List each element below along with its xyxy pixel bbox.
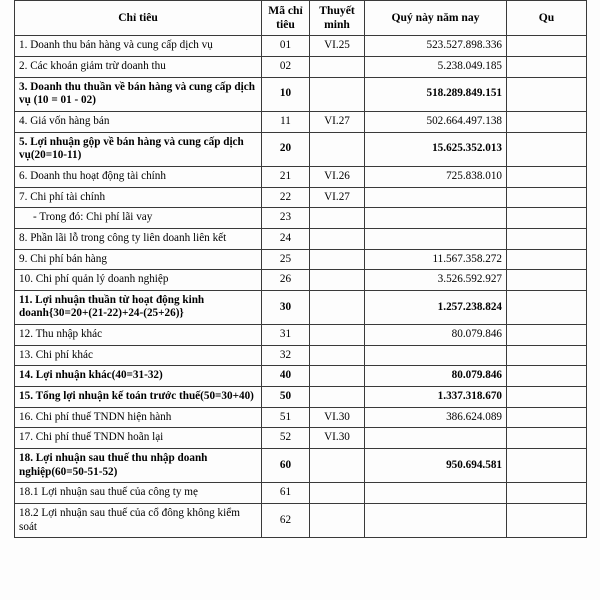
row-previous-value <box>507 249 587 270</box>
table-row <box>15 228 587 249</box>
row-previous-value <box>507 208 587 229</box>
row-previous-value <box>507 187 587 208</box>
table-row <box>15 249 587 270</box>
row-label: 15. Tổng lợi nhuận kế toán trước thuế(50=30+40) <box>15 387 262 408</box>
row-code: 30 <box>262 290 310 324</box>
row-note <box>310 345 365 366</box>
row-previous-value <box>507 228 587 249</box>
table-row <box>15 270 587 291</box>
row-previous-value <box>507 132 587 166</box>
row-note <box>310 366 365 387</box>
row-note <box>310 387 365 408</box>
row-label: - Trong đó: Chi phí lãi vay <box>15 208 262 229</box>
table-row <box>15 387 587 408</box>
row-note <box>310 208 365 229</box>
table-row <box>15 290 587 324</box>
row-current-value <box>365 208 507 229</box>
row-current-value <box>365 228 507 249</box>
table-row <box>15 449 587 483</box>
table-row <box>15 325 587 346</box>
row-current-value: 1.257.238.824 <box>365 290 507 324</box>
row-note <box>310 77 365 111</box>
table-row <box>15 56 587 77</box>
row-note <box>310 270 365 291</box>
header-row <box>15 1 587 36</box>
row-previous-value <box>507 345 587 366</box>
row-code: 32 <box>262 345 310 366</box>
row-code: 62 <box>262 504 310 538</box>
row-current-value: 5.238.049.185 <box>365 56 507 77</box>
row-note: VI.27 <box>310 111 365 132</box>
row-note <box>310 325 365 346</box>
row-code: 22 <box>262 187 310 208</box>
row-label: 18. Lợi nhuận sau thuế thu nhập doanh nghiệp(60=50-51-52) <box>15 449 262 483</box>
row-current-value: 11.567.358.272 <box>365 249 507 270</box>
row-current-value: 518.289.849.151 <box>365 77 507 111</box>
row-previous-value <box>507 325 587 346</box>
row-current-value: 80.079.846 <box>365 325 507 346</box>
row-note <box>310 56 365 77</box>
row-current-value <box>365 428 507 449</box>
row-previous-value <box>507 270 587 291</box>
table-row <box>15 77 587 111</box>
row-code: 10 <box>262 77 310 111</box>
income-statement-table <box>14 0 587 538</box>
row-note <box>310 290 365 324</box>
row-current-value: 725.838.010 <box>365 166 507 187</box>
row-note: VI.27 <box>310 187 365 208</box>
table-row <box>15 36 587 57</box>
row-previous-value <box>507 407 587 428</box>
row-previous-value <box>507 166 587 187</box>
row-code: 61 <box>262 483 310 504</box>
row-previous-value <box>507 56 587 77</box>
header-current-period: Quý này năm nay <box>365 1 507 36</box>
row-note: VI.30 <box>310 428 365 449</box>
row-label: 9. Chi phí bán hàng <box>15 249 262 270</box>
row-current-value <box>365 345 507 366</box>
row-previous-value <box>507 387 587 408</box>
row-previous-value <box>507 77 587 111</box>
row-note <box>310 449 365 483</box>
table-row <box>15 111 587 132</box>
row-code: 40 <box>262 366 310 387</box>
row-code: 11 <box>262 111 310 132</box>
row-note: VI.25 <box>310 36 365 57</box>
row-code: 26 <box>262 270 310 291</box>
table-body <box>15 36 587 538</box>
row-label: 13. Chi phí khác <box>15 345 262 366</box>
table-row <box>15 428 587 449</box>
row-previous-value <box>507 290 587 324</box>
row-note <box>310 504 365 538</box>
table-header <box>15 1 587 36</box>
row-note <box>310 483 365 504</box>
row-code: 51 <box>262 407 310 428</box>
row-code: 01 <box>262 36 310 57</box>
row-code: 24 <box>262 228 310 249</box>
table-row <box>15 407 587 428</box>
row-current-value: 3.526.592.927 <box>365 270 507 291</box>
row-previous-value <box>507 428 587 449</box>
row-current-value: 523.527.898.336 <box>365 36 507 57</box>
row-current-value: 15.625.352.013 <box>365 132 507 166</box>
header-previous-period: Qu <box>507 1 587 36</box>
row-previous-value <box>507 449 587 483</box>
header-code: Mã chỉ tiêu <box>262 1 310 36</box>
row-previous-value <box>507 504 587 538</box>
row-label: 6. Doanh thu hoạt động tài chính <box>15 166 262 187</box>
table-row <box>15 166 587 187</box>
row-label: 10. Chi phí quản lý doanh nghiệp <box>15 270 262 291</box>
row-label: 3. Doanh thu thuần về bán hàng và cung cấp dịch vụ (10 = 01 - 02) <box>15 77 262 111</box>
row-code: 23 <box>262 208 310 229</box>
row-code: 02 <box>262 56 310 77</box>
row-note: VI.30 <box>310 407 365 428</box>
row-code: 20 <box>262 132 310 166</box>
row-current-value <box>365 187 507 208</box>
row-current-value: 386.624.089 <box>365 407 507 428</box>
row-current-value: 502.664.497.138 <box>365 111 507 132</box>
row-code: 25 <box>262 249 310 270</box>
row-previous-value <box>507 111 587 132</box>
row-label: 12. Thu nhập khác <box>15 325 262 346</box>
row-label: 14. Lợi nhuận khác(40=31-32) <box>15 366 262 387</box>
row-code: 21 <box>262 166 310 187</box>
row-label: 18.2 Lợi nhuận sau thuế của cổ đông không kiểm soát <box>15 504 262 538</box>
row-label: 11. Lợi nhuận thuần từ hoạt động kinh doanh{30=20+(21-22)+24-(25+26)} <box>15 290 262 324</box>
row-current-value <box>365 504 507 538</box>
row-note <box>310 249 365 270</box>
table-row <box>15 208 587 229</box>
row-note <box>310 132 365 166</box>
row-note: VI.26 <box>310 166 365 187</box>
header-note: Thuyết minh <box>310 1 365 36</box>
row-note <box>310 228 365 249</box>
row-previous-value <box>507 36 587 57</box>
row-current-value: 950.694.581 <box>365 449 507 483</box>
row-label: 2. Các khoản giảm trừ doanh thu <box>15 56 262 77</box>
table-row <box>15 483 587 504</box>
row-label: 5. Lợi nhuận gộp về bán hàng và cung cấp dịch vụ(20=10-11) <box>15 132 262 166</box>
row-code: 50 <box>262 387 310 408</box>
row-current-value: 80.079.846 <box>365 366 507 387</box>
row-label: 8. Phần lãi lỗ trong công ty liên doanh liên kết <box>15 228 262 249</box>
row-code: 31 <box>262 325 310 346</box>
row-previous-value <box>507 366 587 387</box>
table-row <box>15 187 587 208</box>
row-label: 1. Doanh thu bán hàng và cung cấp dịch vụ <box>15 36 262 57</box>
row-current-value <box>365 483 507 504</box>
row-label: 18.1 Lợi nhuận sau thuế của công ty mẹ <box>15 483 262 504</box>
row-current-value: 1.337.318.670 <box>365 387 507 408</box>
table-row <box>15 345 587 366</box>
header-label: Chỉ tiêu <box>15 1 262 36</box>
row-label: 4. Giá vốn hàng bán <box>15 111 262 132</box>
table-row <box>15 132 587 166</box>
row-previous-value <box>507 483 587 504</box>
row-label: 7. Chi phí tài chính <box>15 187 262 208</box>
row-code: 52 <box>262 428 310 449</box>
table-row <box>15 504 587 538</box>
table-row <box>15 366 587 387</box>
row-code: 60 <box>262 449 310 483</box>
row-label: 16. Chi phí thuế TNDN hiện hành <box>15 407 262 428</box>
row-label: 17. Chi phí thuế TNDN hoãn lại <box>15 428 262 449</box>
